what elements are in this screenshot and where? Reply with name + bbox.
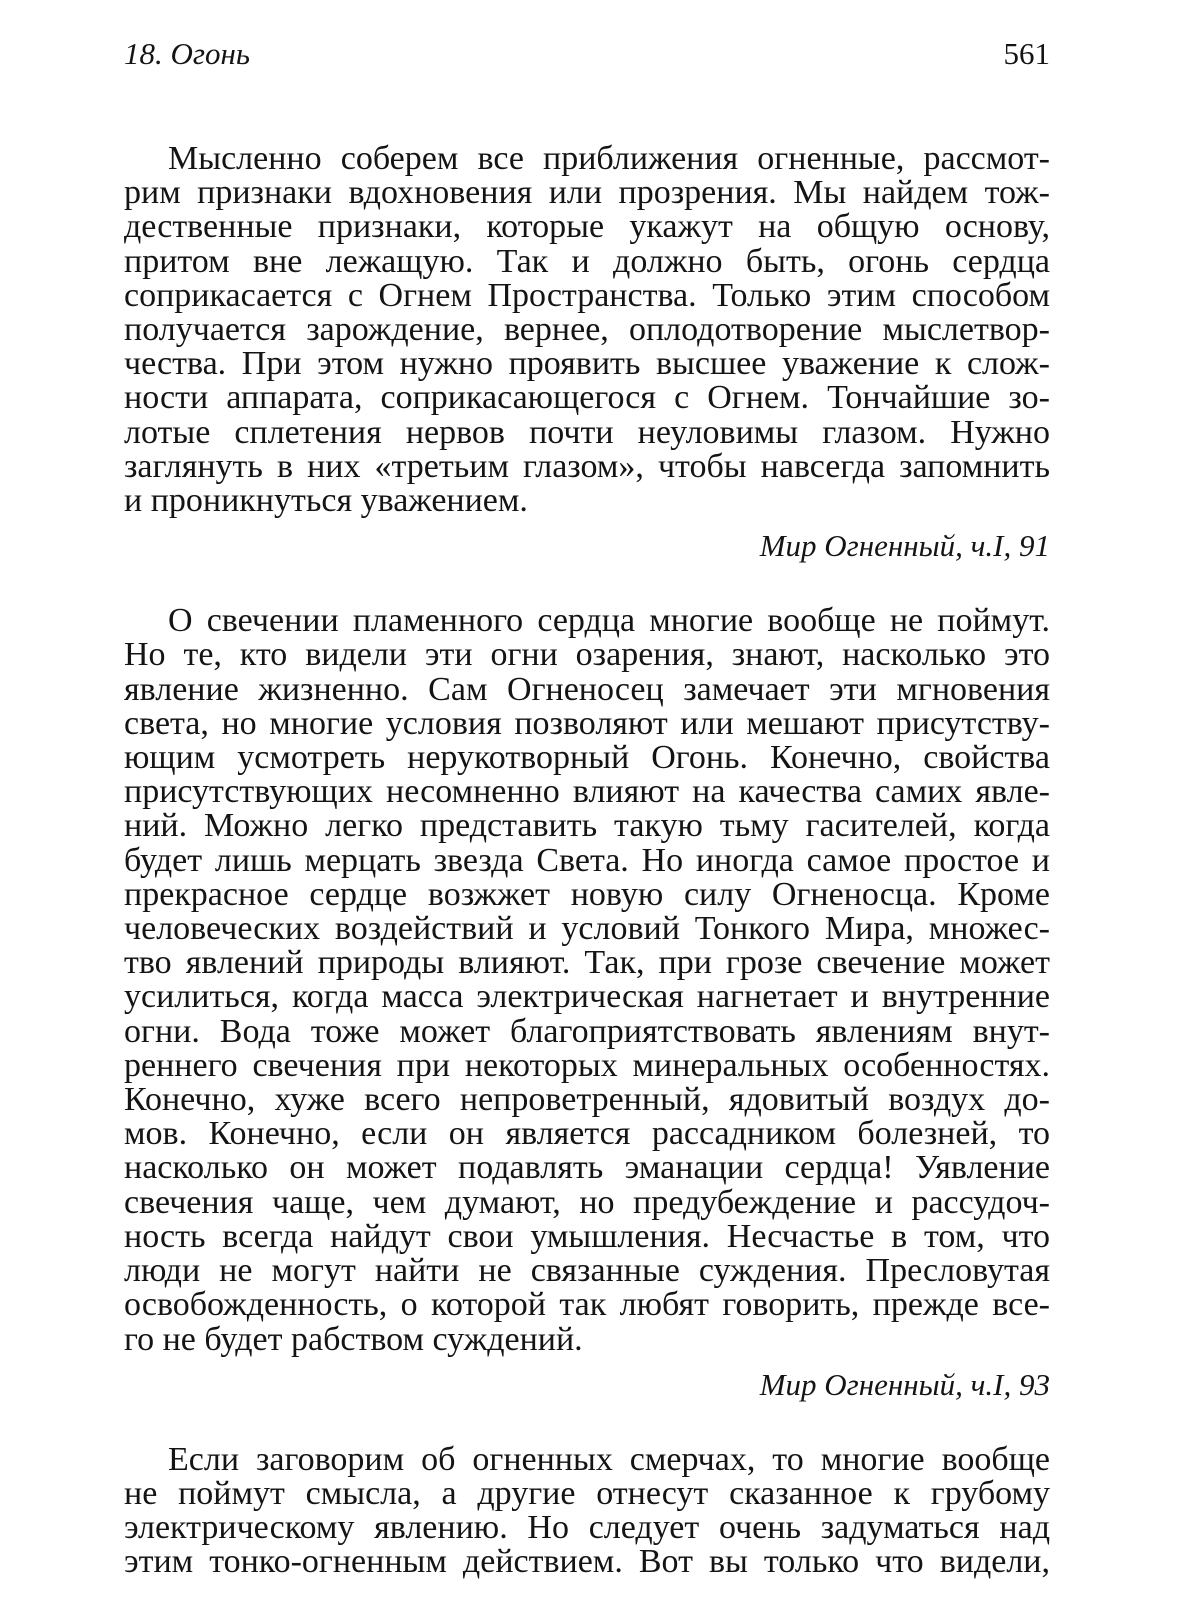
text-line: явление жизненно. Сам Огненосец замечает эти мгновения [124, 670, 1050, 708]
text-line: освобожденность, о которой так любят говорить, прежде все- [124, 1286, 1050, 1324]
source-citation-1: Мир Огненный, ч.I, 91 [759, 528, 1050, 564]
text-line: будет лишь мерцать звезда Света. Но иногда самое простое и [124, 841, 1050, 879]
text-line: ности аппарата, соприкасающегося с Огнем. Тончайшие зо- [124, 379, 1050, 417]
text-line: и проникнуться уважением. [124, 482, 528, 520]
paragraph-2 [124, 604, 1050, 1356]
text-line: тво явлений природы влияют. Так, при грозе свечение может [124, 944, 1050, 982]
text-line: реннего свечения при некоторых минеральных особенностях. [124, 1046, 1050, 1084]
text-line: О свечении пламенного сердца многие вообще не поймут. [168, 602, 1050, 640]
source-citation-2: Мир Огненный, ч.I, 93 [759, 1366, 1050, 1402]
text-line: го не будет рабством суждений. [124, 1320, 583, 1358]
text-line: Конечно, хуже всего непроветренный, ядовитый воздух до- [124, 1081, 1050, 1119]
text-line: огни. Вода тоже может благоприятствовать явлениям внут- [124, 1012, 1050, 1050]
text-line: ний. Можно легко представить такую тьму гасителей, когда [124, 807, 1050, 845]
text-line: света, но многие условия позволяют или мешают присутству- [124, 704, 1050, 742]
text-line: свечения чаще, чем думают, но предубеждение и рассудоч- [124, 1183, 1050, 1221]
text-line: ющим усмотреть нерукотворный Огонь. Конечно, свойства [124, 739, 1050, 777]
text-line: притом вне лежащую. Так и должно быть, огонь сердца [124, 242, 1050, 280]
text-line: дественные признаки, которые укажут на общую основу, [124, 208, 1050, 246]
text-line: получается зарождение, вернее, оплодотворение мыслетвор- [124, 311, 1050, 349]
text-line: ность всегда найдут свои умышления. Несчастье в том, что [124, 1217, 1050, 1255]
text-line: электрическому явлению. Но следует очень задуматься над [124, 1509, 1050, 1547]
text-line: рим признаки вдохновения или прозрения. Мы найдем тож- [124, 174, 1050, 212]
text-line: Мысленно соберем все приближения огненные, рассмот- [168, 140, 1050, 177]
text-line: усилиться, когда масса электрическая нагнетает и внутренние [124, 978, 1050, 1016]
running-header [124, 36, 1050, 88]
text-line: этим тонко-огненным действием. Вот вы только что видели, [124, 1543, 1050, 1581]
text-line: лотые сплетения нервов почти неуловимы глазом. Нужно [124, 413, 1050, 451]
text-line: мов. Конечно, если он является рассадником болезней, то [124, 1115, 1050, 1153]
page-number: 561 [1003, 36, 1050, 71]
chapter-title: 18. Огонь [124, 36, 250, 71]
text-line: насколько он может подавлять эманации сердца! Уявление [124, 1149, 1050, 1187]
text-line: соприкасается с Огнем Пространства. Только этим способом [124, 276, 1050, 314]
text-line: заглянуть в них «третьим глазом», чтобы навсегда запомнить [124, 447, 1050, 485]
text-line: Но те, кто видели эти огни озарения, знают, насколько это [124, 636, 1050, 674]
text-line: чества. При этом нужно проявить высшее уважение к слож- [124, 345, 1050, 383]
paragraph-3 [124, 1440, 1050, 1581]
paragraph-1 [124, 142, 1050, 518]
text-line: люди не могут найти не связанные суждения. Пресловутая [124, 1252, 1050, 1290]
book-page [124, 36, 1050, 1580]
text-line: Если заговорим об огненных смерчах, то многие вообще [168, 1440, 1050, 1478]
text-line: прекрасное сердце возжжет новую силу Огненосца. Кроме [124, 875, 1050, 913]
text-line: присутствующих несомненно влияют на качества самих явле- [124, 773, 1050, 811]
text-line: не поймут смысла, а другие отнесут сказанное к грубому [124, 1474, 1050, 1512]
text-line: человеческих воздействий и условий Тонкого Мира, множес- [124, 910, 1050, 948]
